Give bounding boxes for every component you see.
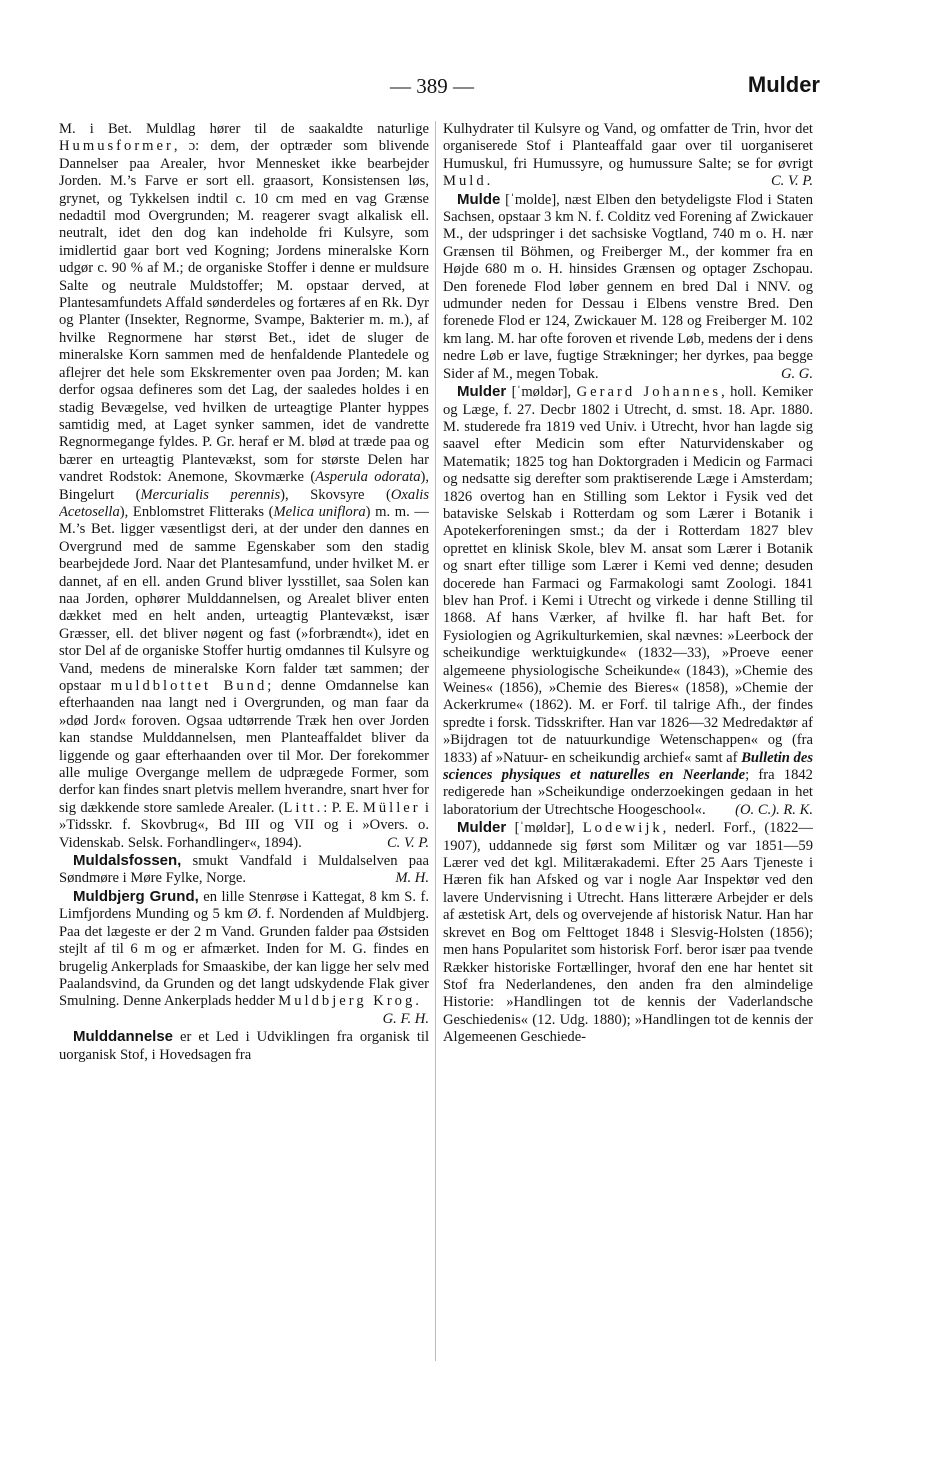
entry-mulder-gerard-johannes: Mulder [ˈmøldər], Gerard Johannes, holl. Kemiker og Læge, f. 27. Decbr 1802 i Utrecht, d. smst. 18. Apr. 1880. M. studerede fra 1819 ved Univ. i Utrecht, hvor han lagde sig saavel efter Medicin som efter Naturvidenskaber og Matematik; 1825 tog han Doktorgraden i Medicin og Farmaci og nedsatte sig derefter som praktiserende Læge i Amsterdam; 1826 overtog han en Stilling som Lektor i Fysik ved det bataviske Selskab i Rotterdam og som Lærer i Botanik i Apotekerforeningen smst.; da der i Rotterdam 1827 blev oprettet en klinisk Skole, blev M. ansat som Lærer i Botanik og snart efter tillige som Lærer i Kemi ved denne; desuden docerede han Farmaci og Farmakologi samt Zoologi. 1841 blev han Prof. i Kemi i Utrecht og virkede i denne Stilling til 1868. Af hans Værker, af hvilke fl. har haft Bet. for Fysiologien og Agrikulturkemien, skal nævnes: »Leerbock der scheikundige werktuigkunde« (1832—33), »Proeve eener algemeene physiologische Scheikunde« (1843), »Chemie des Weines« (1856), »Chemie des Bieres« (1858), »Chemie der Ackerkrume« (1862). M. er Forf. til talrige Afh., der findes spredte i forsk. Tidsskrifter. Han var 1826—32 Medredaktør af »Bijdragen tot de natuurkundige Wetenschappen« og (fra 1833) af »Natuur- en scheikundig archief« samt af Bulletin des sciences physiques et naturelles en Neerlande; fra 1842 redigerede han »Scheikundige onderzoekingen gedaan in het laboratorium der Utrechtsche Hoogeschool«. (O. C.). R. K.	[443, 383, 813, 818]
entry-mulde: Mulde [ˈmolde], næst Elben den betydeligste Flod i Staten Sachsen, opstaar 3 km N. f. Colditz ved Forening af Zwickauer M., der udspringer i det sachsiske Vogtland, 740 m o. H. nær Grænsen til Böhmen, og Freiberger M., der kommer fra en Højde 680 m o. H. hinsides Grænsen og optager Zschopau. Den forenede Flod løber gennem en bred Dal i NNV. og udmunder neden for Dessau i Elbens venstre Bred. Den forenede Flod er 124, Zwickauer M. 128 og Freiberger M. 102 km lang. M. har ofte foroven et rivende Løb, medens der i dens nedre Løb er lave, fugtige Strækninger; her dyrkes, paa begge Sider af M., megen Tobak. G. G.	[443, 190, 813, 382]
author-signature: G. G.	[780, 365, 813, 382]
running-head: Mulder	[747, 72, 820, 97]
column-divider	[435, 121, 436, 1361]
author-signature: G. F. H.	[382, 1010, 429, 1027]
headword: Mulder	[457, 383, 507, 401]
headword: Mulde	[457, 190, 501, 208]
entry-muld-continuation: M. i Bet. Muldlag hører til de saakaldte naturlige Humusformer, ɔ: dem, der optræder som blivende Dannelser paa Arealer, hvor Mennesket ikke bearbejder Jorden. M.’s Farve er sort ell. graasort, Konsistensen løs, grynet, og Tykkelsen indtil c. 10 cm med en vag Grænse nedadtil mod Overgrunden; M. reagerer svagt alkalisk ell. neutralt, idet den dog kan indeholde fri Kulsyre, som imidlertid gaar bort ved Kogning; Jordens mineralske Korn udgør c. 90 % af M.; de organiske Stoffer i denne er muldsure Salte og neutrale Muldstoffer; M. opstaar derved, at Plantesamfundets Affald sønderdeles og fortæres af en Rk. Dyr og Planter (Insekter, Regnorme, Svampe, Bakterier m. m.), af hvilke Regnormene har størst Bet., idet de sluger de mineralske Korn sammen med de henfaldende Plantedele og aflejrer det hele som Ekskrementer oven paa Jorden; M. kan derfor ogsaa defineres som det Lag, der saaledes holdes i en stadig Bevægelse, ved hvilken de urteagtige Planter hyppes samtidig med, at Laget synker sammen, idet de vandrette Regnormegange fyldes. P. Gr. heraf er M. blød at træde paa og bærer en urteagtig Plantevækst, som for største Delen har vandret Rodstok: Anemone, Skovmærke (Asperula odorata), Bingelurt (Mercurialis perennis), Skovsyre (Oxalis Acetosella), Enblomstret Flitteraks (Melica uniflora) m. m. — M.’s Bet. ligger væsentligst deri, at der under den dannes en Overgrund med de samme Egenskaber som den stadig bearbejdede Jord. Naar det Plantesamfund, under hvilket M. er dannet, af en ell. anden Grund bliver lysstillet, saa Solen kan naa Jorden, ophører Mulddannelsen, og Arealet bliver enten dækket med en helt anden, urteagtig Plantevækst, især Græsser, ell. det bliver nøgent og fast (»forbrændt«), idet en stor Del af de organiske Stoffer hurtig omdannes til Kulsyre og Vand, medens de mineralske Korn falder tæt sammen; der opstaar muldblottet Bund; denne Omdannelse kan efterhaanden naa langt ned i Overgrunden, og man faar da »død Jord« foroven. Ogsaa udtørrende Træk hen over Jorden kan standse Mulddannelsen, men Planteaffaldet bliver da liggende og gaar efterhaanden over til Mor. Der forekommer alle mulige Overgange mellem de udprægede Former, som derfor kan findes snart pletvis mellem hverandre, snart hver for sig dækkende store samlede Arealer. (Litt.: P. E. Müller i »Tidsskr. f. Skovbrug«, Bd III og VII og i »Overs. o. Videnskab. Selsk. Forhandlinger«, 1894). C. V. P.	[59, 121, 429, 851]
entry-mulder-lodewijk: Mulder [ˈmøldər], Lodewijk, nederl. Forf., (1822—1907), uddannede sig først som Militær og var 1851—59 Lærer ved det kgl. Militærakademi. Efter 25 Aars Tjeneste i Hæren fik han Afsked og var i nogle Aar Inspektør ved den lavere Undervisning i Utrecht. Hans litterære Arbejder er dels af æstetisk Art, dels og overvejende af historisk Natur. Han har skrevet en Bog om Felttoget 1848 i Slesvig-Holsten (1856); men hans Popularitet som historisk Forf. beror især paa tvende Rækker historiske Fortællinger, hvoraf den ene har hentet sit Stof fra Nederlandenes, den anden fra den almindelige Historie: »Handlingen tot de kennis der Vaderlandsche Geschiedenis« (12. Udg. 1880); »Handlingen tot de kennis der Algemeenen Geschiede-	[443, 819, 813, 1046]
entry-muldbjerg-grund: Muldbjerg Grund, en lille Stenrøse i Kattegat, 8 km S. f. Limfjordens Munding og 5 km Ø. f. Nordenden af Muldbjerg. Paa det lægeste er der 2 m Vand. Grunden falder paa Østsiden stejlt af til 6 m og er afmærket. Inden for M. G. findes en brugelig Ankerplads for Smaaskibe, der kan ligge her selv med Paalandsvind, da Grunden og det langt udskydende Flak giver Smulning. Denne Ankerplads hedder Muldbjerg Krog. G. F. H.	[59, 887, 429, 1027]
author-signature: C. V. P.	[386, 834, 429, 851]
author-signature: M. H.	[395, 870, 429, 887]
left-column	[59, 121, 429, 1361]
author-signature: C. V. P.	[770, 173, 813, 190]
entry-mulddannelse: Mulddannelse er et Led i Udviklingen fra organisk til uorganisk Stof, i Hovedsagen fra	[59, 1028, 429, 1063]
author-signature: (O. C.). R. K.	[735, 801, 813, 818]
entry-muldalsfossen: Muldalsfossen, smukt Vandfald i Muldalselven paa Søndmøre i Møre Fylke, Norge. M. H.	[59, 852, 429, 887]
headword: Mulder	[457, 819, 507, 837]
entry-mulddannelse-continuation: Kulhydrater til Kulsyre og Vand, og omfatter de Trin, hvor det organiserede Stof i Planteaffald gaar over til uorganiseret Humuskul, fri Humussyre, og humussure Salte; se for øvrigt Muld. C. V. P.	[443, 121, 813, 190]
right-column	[443, 121, 813, 1361]
headword: Muldalsfossen,	[73, 852, 182, 870]
page-header	[60, 74, 820, 106]
page-number: — 389 —	[390, 74, 474, 98]
headword: Mulddannelse	[73, 1028, 174, 1046]
headword: Muldbjerg Grund,	[73, 887, 199, 905]
